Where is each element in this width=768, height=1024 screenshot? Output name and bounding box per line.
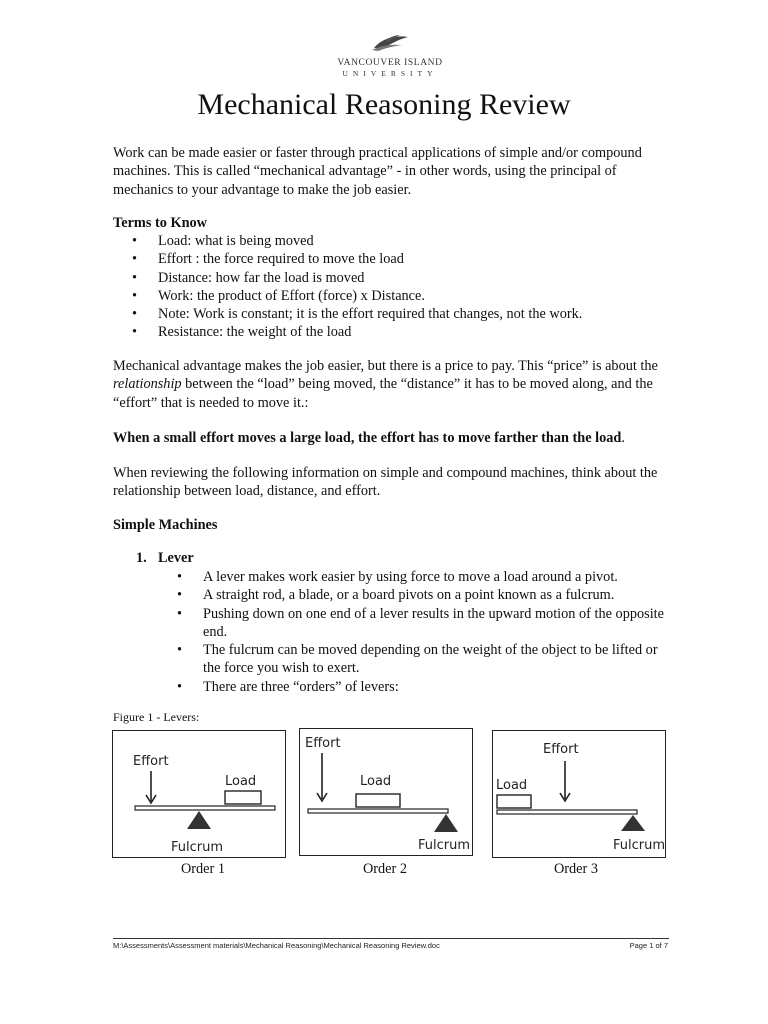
fulcrum-label: Fulcrum <box>418 838 471 853</box>
list-item: • A lever makes work easier by using force to move a load around a pivot. <box>158 568 678 586</box>
load-box <box>225 791 261 804</box>
order-3-label: Order 3 <box>553 861 599 877</box>
advantage-emphasis: relationship <box>113 376 182 393</box>
lever-title: Lever <box>158 550 194 566</box>
review-paragraph: When reviewing the following information on simple and compound machines, think about the relationship between load, distance, and effort. <box>113 465 658 500</box>
fulcrum-triangle-icon <box>187 811 211 829</box>
load-box <box>356 794 400 807</box>
order-2-label: Order 2 <box>362 861 408 877</box>
load-box <box>497 795 531 808</box>
fulcrum-triangle-icon <box>434 814 458 832</box>
lever-beam <box>308 809 448 813</box>
logo-name-line2: UNIVERSITY <box>342 69 438 78</box>
lever-order-3-figure <box>492 730 666 858</box>
footer-file-path: M:\Assessments\Assessment materials\Mechanical Reasoning\Mechanical Reasoning Review.doc <box>113 941 440 950</box>
leaf-logo-icon <box>370 34 410 52</box>
terms-list <box>113 232 673 342</box>
logo-name-line1: VANCOUVER ISLAND <box>337 58 443 68</box>
list-item: • Work: the product of Effort (force) x Distance. <box>113 287 673 305</box>
lever-number: 1. <box>136 550 147 566</box>
list-item: • Distance: how far the load is moved <box>113 269 673 287</box>
load-label: Load <box>225 774 257 789</box>
list-item: • Note: Work is constant; it is the effort required that changes, not the work. <box>113 305 673 323</box>
effort-label: Effort <box>543 742 579 757</box>
key-statement-bold: When a small effort moves a large load, the effort has to move farther than the load <box>113 430 622 446</box>
list-item: • Load: what is being moved <box>113 232 673 250</box>
figure-caption: Figure 1 - Levers: <box>113 710 200 724</box>
lever-order-2-figure <box>299 728 473 856</box>
footer-divider <box>113 938 669 939</box>
list-item: • Effort : the force required to move the load <box>113 250 673 268</box>
key-statement-period: . <box>621 430 625 446</box>
load-label: Load <box>360 774 392 789</box>
advantage-text-part2: between the “load” being moved, the “distance” it has to be moved along, and the “effort” that is needed to move it.: <box>113 376 653 411</box>
intro-paragraph: Work can be made easier or faster through practical applications of simple and/or compound machines. This is called “mechanical advantage” - in other words, using the principal of mechanics to your advantage to make the job easier. <box>113 145 642 198</box>
fulcrum-label: Fulcrum <box>171 840 224 855</box>
lever-beam <box>497 810 637 814</box>
list-item: • Pushing down on one end of a lever results in the upward motion of the opposite end. <box>158 605 678 642</box>
university-logo <box>330 34 450 78</box>
fulcrum-triangle-icon <box>621 815 645 831</box>
footer-page-number: Page 1 of 7 <box>629 941 668 950</box>
lever-heading <box>136 549 194 567</box>
list-item: • Resistance: the weight of the load <box>113 323 673 341</box>
simple-machines-heading: Simple Machines <box>113 517 218 533</box>
lever-order-1-figure <box>112 730 286 858</box>
list-item: • A straight rod, a blade, or a board pivots on a point known as a fulcrum. <box>158 586 678 604</box>
lever-bullets <box>158 568 678 696</box>
effort-label: Effort <box>305 736 341 751</box>
terms-heading: Terms to Know <box>113 215 207 231</box>
list-item: • The fulcrum can be moved depending on the weight of the object to be lifted or the force you wish to exert. <box>158 641 678 678</box>
lever-beam <box>135 806 275 810</box>
page-title: Mechanical Reasoning Review <box>197 88 571 121</box>
order-1-label: Order 1 <box>180 861 226 877</box>
fulcrum-label: Fulcrum <box>613 838 665 853</box>
list-item: • There are three “orders” of levers: <box>158 678 678 696</box>
effort-label: Effort <box>133 754 169 769</box>
load-label: Load <box>496 778 528 793</box>
key-statement <box>113 429 673 447</box>
advantage-text-part1: Mechanical advantage makes the job easier, but there is a price to pay. This “price” is about the <box>113 358 658 374</box>
advantage-paragraph <box>113 357 673 412</box>
